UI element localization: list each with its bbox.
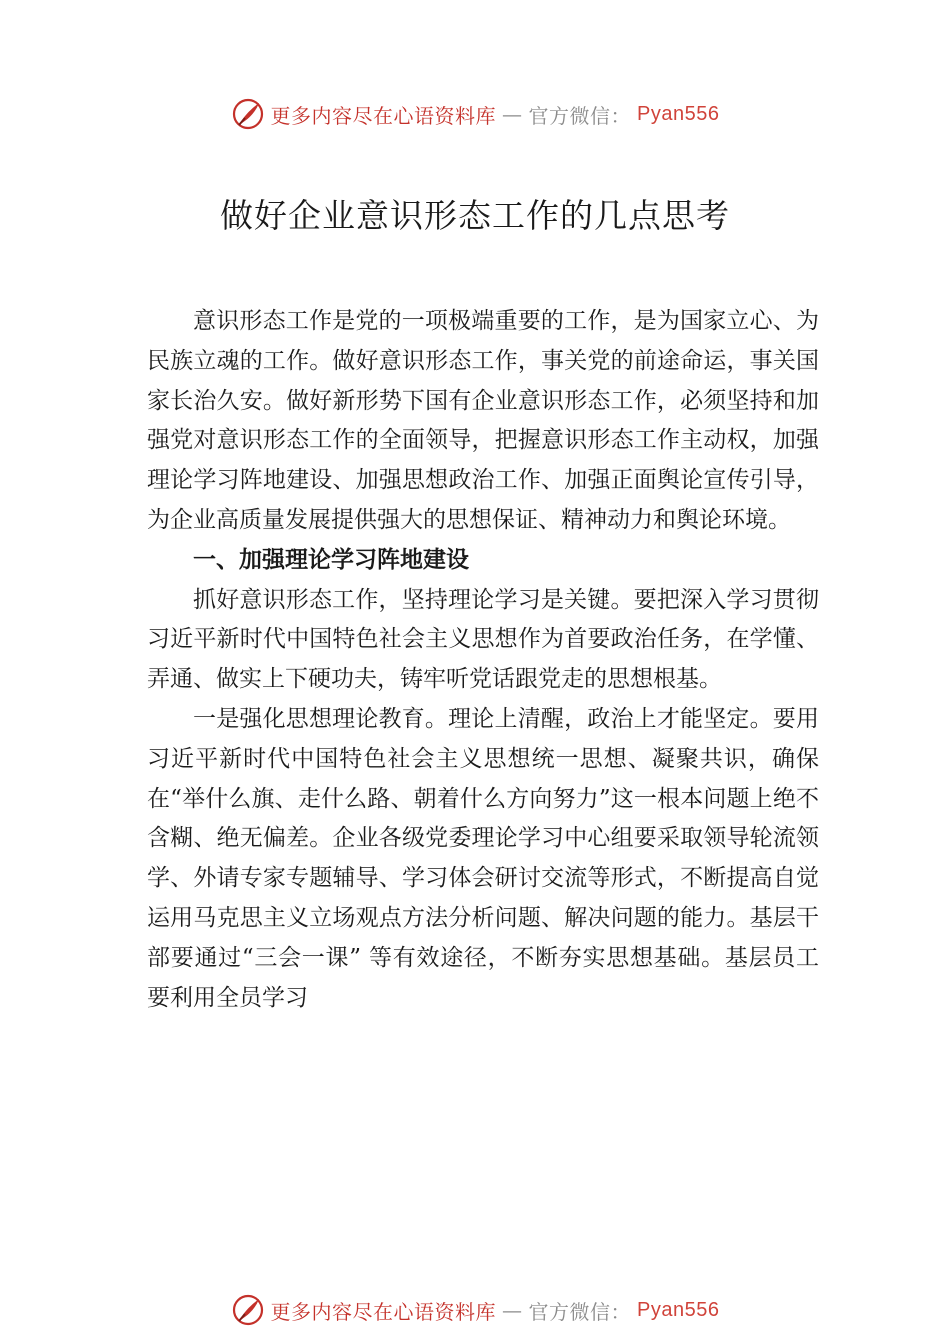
- feather-pen-logo-icon: [231, 97, 265, 131]
- banner-wechat-label: 官方微信：: [528, 103, 632, 128]
- document-body: [147, 302, 819, 1018]
- banner-site-text: 更多内容尽在心语资料库: [270, 1299, 497, 1324]
- section-heading: 一、加强理论学习阵地建设: [193, 546, 469, 573]
- banner-site-text: 更多内容尽在心语资料库: [270, 103, 497, 128]
- banner-wechat-label: 官方微信：: [528, 1299, 632, 1324]
- section-paragraph: 一是强化思想理论教育。理论上清醒，政治上才能坚定。要用习近平新时代中国特色社会主义思想统一思想、凝聚共识，确保在“举什么旗、走什么路、朝着什么方向努力”这一根本问题上绝不含糊、绝无偏差。企业各级党委理论学习中心组要采取领导轮流领学、外请专家专题辅导、学习体会研讨交流等形式，不断提高自觉运用马克思主义立场观点方法分析问题、解决问题的能力。基层干部要通过“三会一课” 等有效途径，不断夯实思想基础。基层员工要利用全员学习: [147, 705, 819, 1011]
- header-watermark-banner: [0, 94, 950, 134]
- section-paragraph: 抓好意识形态工作，坚持理论学习是关键。要把深入学习贯彻习近平新时代中国特色社会主义思想作为首要政治任务，在学懂、弄通、做实上下硬功夫，铸牢听党话跟党走的思想根基。: [147, 586, 819, 693]
- footer-watermark-banner: [0, 1290, 950, 1330]
- banner-dash: —: [502, 102, 523, 126]
- banner-wechat-id: Pyan556: [637, 102, 720, 125]
- banner-wechat-id: Pyan556: [637, 1298, 720, 1321]
- feather-pen-logo-icon: [231, 1293, 265, 1327]
- document-title: 做好企业意识形态工作的几点思考: [220, 196, 730, 235]
- banner-dash: —: [502, 1298, 523, 1322]
- intro-paragraph: 意识形态工作是党的一项极端重要的工作，是为国家立心、为民族立魂的工作。做好意识形态工作，事关党的前途命运，事关国家长治久安。做好新形势下国有企业意识形态工作，必须坚持和加强党对意识形态工作的全面领导，把握意识形态工作主动权，加强理论学习阵地建设、加强思想政治工作、加强正面舆论宣传引导，为企业高质量发展提供强大的思想保证、精神动力和舆论环境。: [147, 308, 819, 533]
